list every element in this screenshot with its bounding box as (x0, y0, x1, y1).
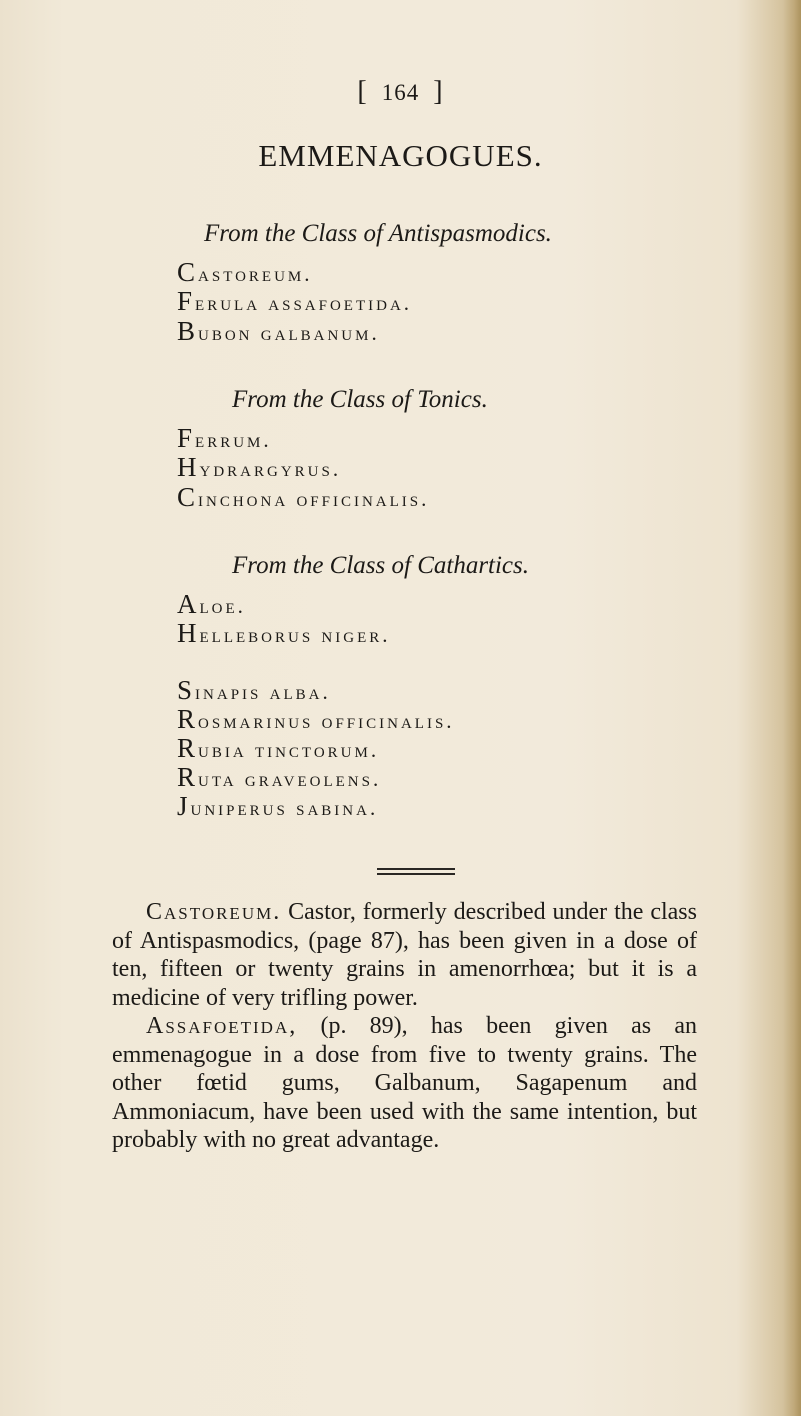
initial-capital: A (177, 589, 200, 619)
paragraph-castoreum (112, 898, 697, 1012)
initial-capital: R (177, 704, 199, 734)
drug-item: Juniperus sabina. (177, 791, 379, 821)
section-heading-antispasmodics: From the Class of Antispasmodics. (204, 220, 552, 247)
drug-item: Ruta graveolens. (177, 762, 382, 792)
page-number-value: 164 (381, 80, 420, 105)
paragraph-lead: Assafoetida, (146, 1013, 298, 1039)
initial-capital: C (177, 482, 199, 512)
drug-item: Aloe. (177, 589, 246, 619)
section-heading-cathartics: From the Class of Cathartics. (232, 552, 530, 579)
paragraph-lead: Castoreum. (146, 899, 282, 925)
initial-capital: C (177, 257, 199, 287)
page-title: EMMENAGOGUES. (258, 138, 543, 173)
drug-item: Rosmarinus officinalis. (177, 704, 455, 734)
drug-item: Bubon galbanum. (177, 316, 380, 346)
initial-capital: B (177, 316, 199, 346)
section-heading-tonics: From the Class of Tonics. (232, 386, 488, 413)
page-edge-shading (783, 0, 801, 1416)
initial-capital: H (177, 618, 200, 648)
section-divider-rule (377, 873, 455, 875)
initial-capital: H (177, 452, 200, 482)
initial-capital: R (177, 762, 199, 792)
drug-item: Rubia tinctorum. (177, 733, 380, 763)
paragraph-text: Castor, formerly described under the class of Antispasmodics, (page 87), has been given in a dose of ten, fifteen or twenty grains in amenorrhœa; but it is a medicine of very trifling power. (112, 899, 697, 1011)
paragraph-text: (p. 89), has been given as an emmenagogue in a dose from five to twenty grains. The other fœtid gums, Galbanum, Sagapenum and Ammoniacum, have been used with the same intention, but probably with no great advantage. (112, 1013, 697, 1153)
page-number-open-bracket: [ (357, 76, 368, 107)
drug-item: Helleborus niger. (177, 618, 391, 648)
initial-capital: F (177, 423, 196, 453)
page-number-close-bracket: ] (433, 76, 444, 107)
drug-item: Ferula assafoetida. (177, 286, 413, 316)
page-number (0, 76, 801, 108)
drug-item: Sinapis alba. (177, 675, 331, 705)
paragraph-assafoetida (112, 1012, 697, 1155)
drug-item: Hydrargyrus. (177, 452, 342, 482)
initial-capital: J (177, 791, 191, 821)
drug-item: Cinchona officinalis. (177, 482, 430, 512)
drug-item: Ferrum. (177, 423, 272, 453)
section-divider-rule (377, 868, 455, 870)
initial-capital: S (177, 675, 196, 705)
initial-capital: F (177, 286, 196, 316)
drug-item: Castoreum. (177, 257, 313, 287)
initial-capital: R (177, 733, 199, 763)
